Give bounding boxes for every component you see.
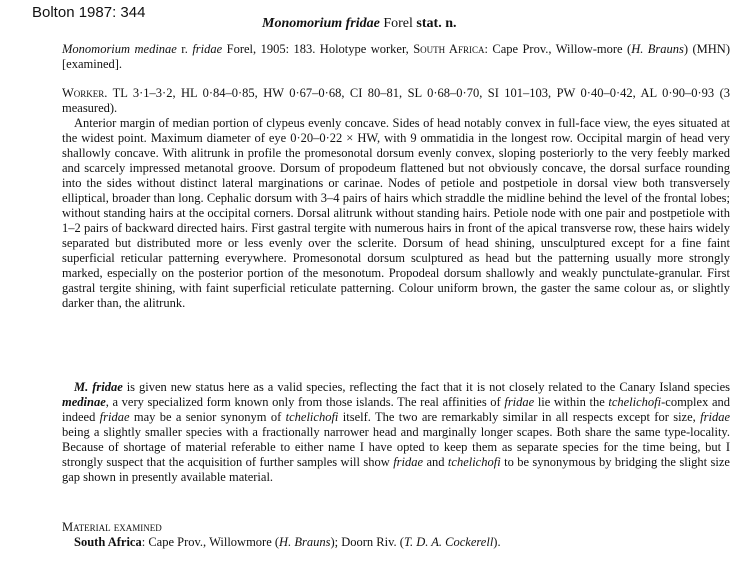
- material-country: South Africa: [74, 535, 142, 549]
- remarks-species: M. fridae: [74, 380, 123, 394]
- synonym-name: Monomorium medinae: [62, 42, 177, 56]
- worker-description: [62, 86, 730, 311]
- worker-description-text: Anterior margin of median portion of clypeus evenly concave. Sides of head notably convex in full-face view, the eyes situated at the widest point. Maximum diameter of eye 0·20–0·22 × HW, with 9 ommatidia in the longest row. Occipital margin of head very shallowly concave. With alitrunk in profile the promesonotal dorsum evenly convex, sloping posteriorly to the very feebly marked and scarcely impressed metanotal groove. Dorsum of propodeum flattened but not obviously concave, the dorsal surface rounding into the sides without distinct lateral marginations or carinae. Nodes of petiole and postpetiole in dorsal view both transversely elliptical, broader than long. Cephalic dorsum with 3–4 pairs of hairs which straddle the midline behind the level of the frontal lobes; without standing hairs at the occipital corners. Dorsal alitrunk without standing hairs. Petiole node with one pair and postpetiole with 1–2 pairs of backward directed hairs. First gastral tergite with numerous hairs in front of the apical transverse row, these hairs widely separated but distributed more or less evenly over the sclerite. Dorsum of head shining, unsculptured except for a fine faint superficial reticular patterning everywhere. Promesonotal dorsum sculptured as head but the patterning usually more strongly marked, especially on the posterior portion of the mesonotum. Propodeal dorsum shallowly and weakly punctulate-granular. First gastral tergite shining, with faint superficial reticulate patterning. Colour uniform brown, the gaster the same colour as, or slightly darker than, the alitrunk.: [62, 116, 730, 310]
- material-examined: Material examined South Africa: Cape Prov., Willowmore (H. Brauns); Doorn Riv. (T. D. A. Cockerell).: [62, 520, 730, 550]
- species-title: [262, 16, 456, 32]
- synonymy-paragraph: Monomorium medinae r. fridae Forel, 1905: 183. Holotype worker, South Africa: Cape Prov., Willow-more (H. Brauns) (MHN) [examined].: [62, 42, 730, 71]
- material-heading: Material examined: [62, 520, 162, 534]
- species-author: Forel: [379, 16, 417, 31]
- status-label: stat. n.: [416, 16, 457, 31]
- worker-label: Worker.: [62, 86, 108, 100]
- remarks-paragraph: M. fridae is given new status here as a valid species, reflecting the fact that it is not closely related to the Canary Island species medinae, a very specialized form known only from those islands. The real affinities of fridae lie within the tchelichofi-complex and indeed fridae may be a senior synonym of tchelichofi itself. The two are remarkably similar in all respects except for size, fridae being a slightly smaller species with a fractionally narrower head and marginally longer scapes. Both share the same type-locality. Because of shortage of material referable to either name I have opted to keep them as separate species for the time being, but I strongly suspect that the acquisition of further samples will show fridae and tchelichofi to be synonymous by bridging the slight size gap shown in presently available material.: [62, 380, 730, 484]
- page-reference: Bolton 1987: 344: [32, 4, 146, 21]
- worker-measurements: TL 3·1–3·2, HL 0·84–0·85, HW 0·67–0·68, CI 80–81, SL 0·68–0·70, SI 101–103, PW 0·40–0·42, AL 0·90–0·93 (3 measured).: [62, 86, 730, 115]
- species-name: Monomorium fridae: [262, 16, 380, 31]
